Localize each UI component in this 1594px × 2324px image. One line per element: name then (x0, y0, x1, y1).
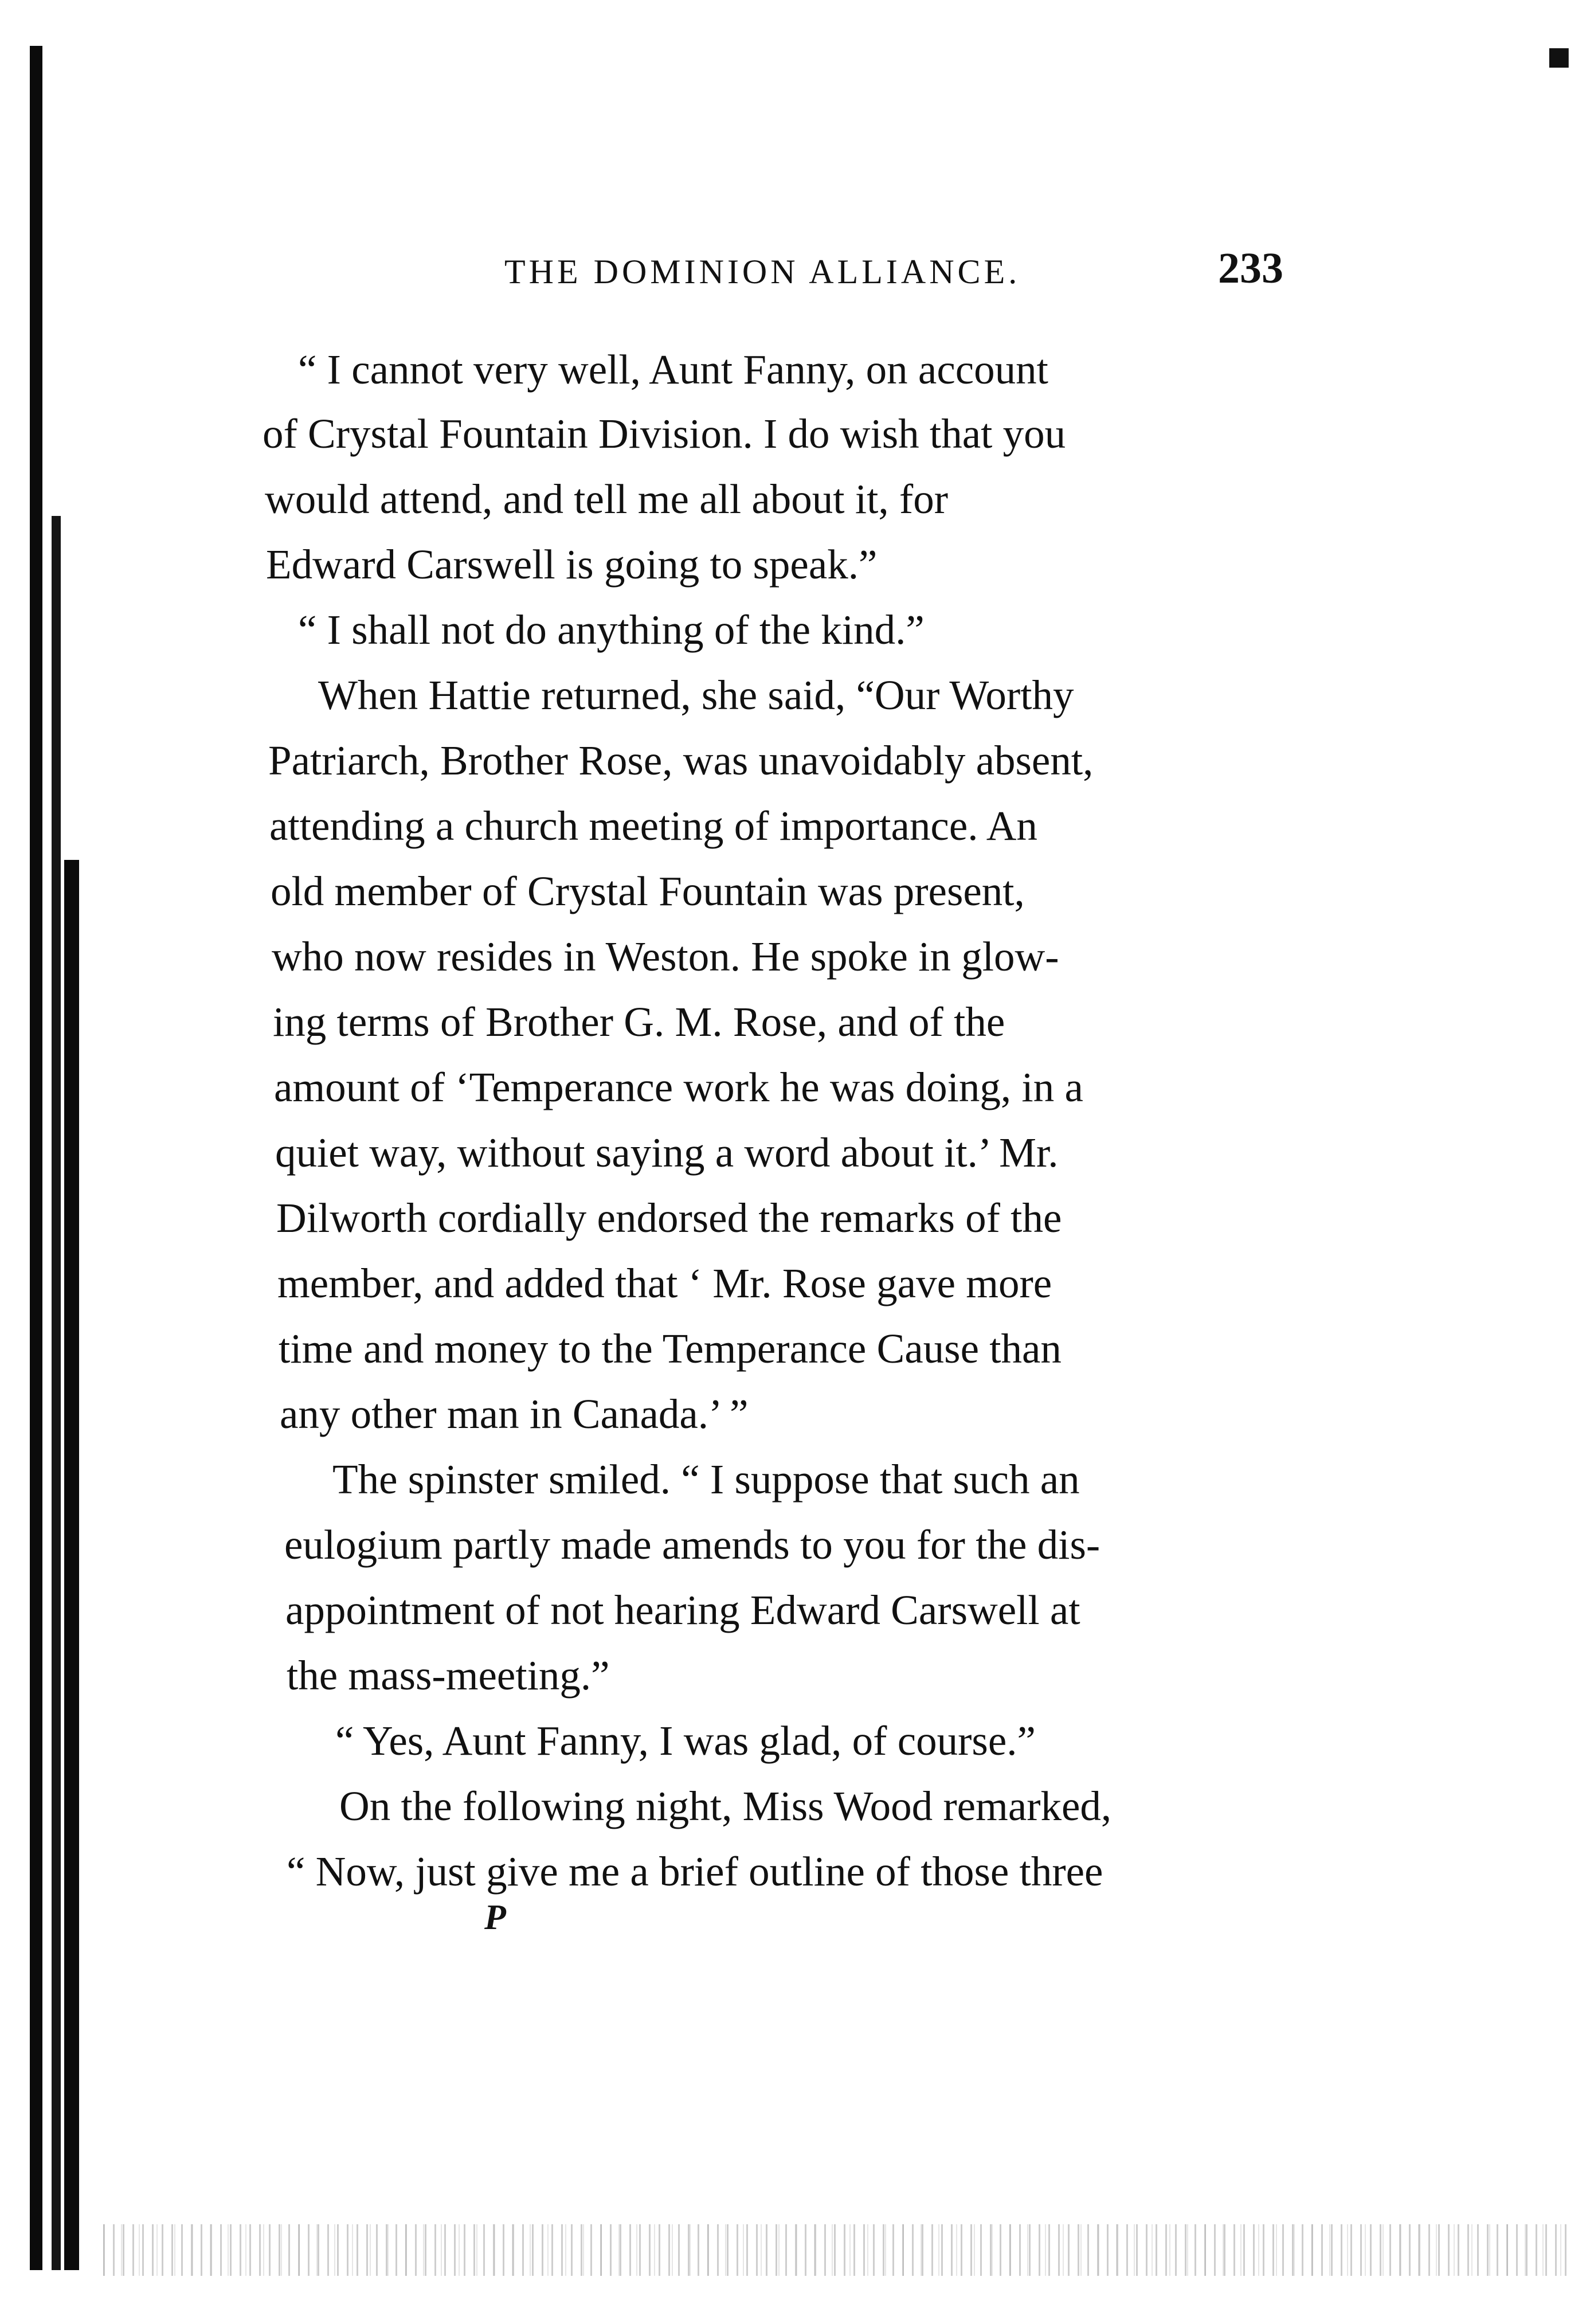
text-line: any other man in Canada.’ ” (280, 1391, 749, 1437)
text-line: time and money to the Temperance Cause than (279, 1325, 1062, 1372)
spine-shadow (64, 860, 79, 2270)
text-line: who now resides in Weston. He spoke in glow- (272, 933, 1059, 980)
text-line: “ I shall not do anything of the kind.” (298, 607, 925, 653)
signature-mark: P (484, 1898, 506, 1937)
text-line: of Crystal Fountain Division. I do wish that you (263, 410, 1066, 457)
text-line: “ I cannot very well, Aunt Fanny, on account (298, 346, 1048, 393)
text-line: Patriarch, Brother Rose, was unavoidably absent, (268, 737, 1094, 784)
text-line: quiet way, without saying a word about it.’ Mr. (275, 1129, 1059, 1176)
running-head: THE DOMINION ALLIANCE. (504, 253, 1021, 291)
text-line: Edward Carswell is going to speak.” (266, 541, 878, 588)
text-line: “ Now, just give me a brief outline of those three (287, 1848, 1103, 1895)
text-line: amount of ‘Temperance work he was doing, in a (274, 1064, 1083, 1110)
text-line: Dilworth cordially endorsed the remarks of the (276, 1195, 1062, 1241)
text-line: The spinster smiled. “ I suppose that such an (332, 1456, 1080, 1503)
text-line: When Hattie returned, she said, “Our Worthy (318, 672, 1074, 718)
text-line: eulogium partly made amends to you for the dis- (284, 1521, 1100, 1568)
page-number: 233 (1218, 244, 1283, 292)
text-line: would attend, and tell me all about it, for (265, 476, 949, 522)
spine-shadow (30, 46, 42, 2270)
text-line: old member of Crystal Fountain was present, (271, 868, 1025, 914)
text-line: member, and added that ‘ Mr. Rose gave more (277, 1260, 1052, 1306)
text-line: On the following night, Miss Wood remarked, (339, 1783, 1112, 1829)
text-line: “ Yes, Aunt Fanny, I was glad, of course.” (335, 1717, 1036, 1764)
spine-shadow (52, 516, 61, 2270)
text-line: the mass-meeting.” (287, 1652, 610, 1699)
corner-mark: ■ (1546, 35, 1571, 79)
text-line: attending a church meeting of importance. An (269, 803, 1037, 849)
text-line: appointment of not hearing Edward Carswell at (285, 1587, 1080, 1633)
scan-noise (103, 2224, 1570, 2276)
text-line: ing terms of Brother G. M. Rose, and of the (273, 999, 1005, 1045)
